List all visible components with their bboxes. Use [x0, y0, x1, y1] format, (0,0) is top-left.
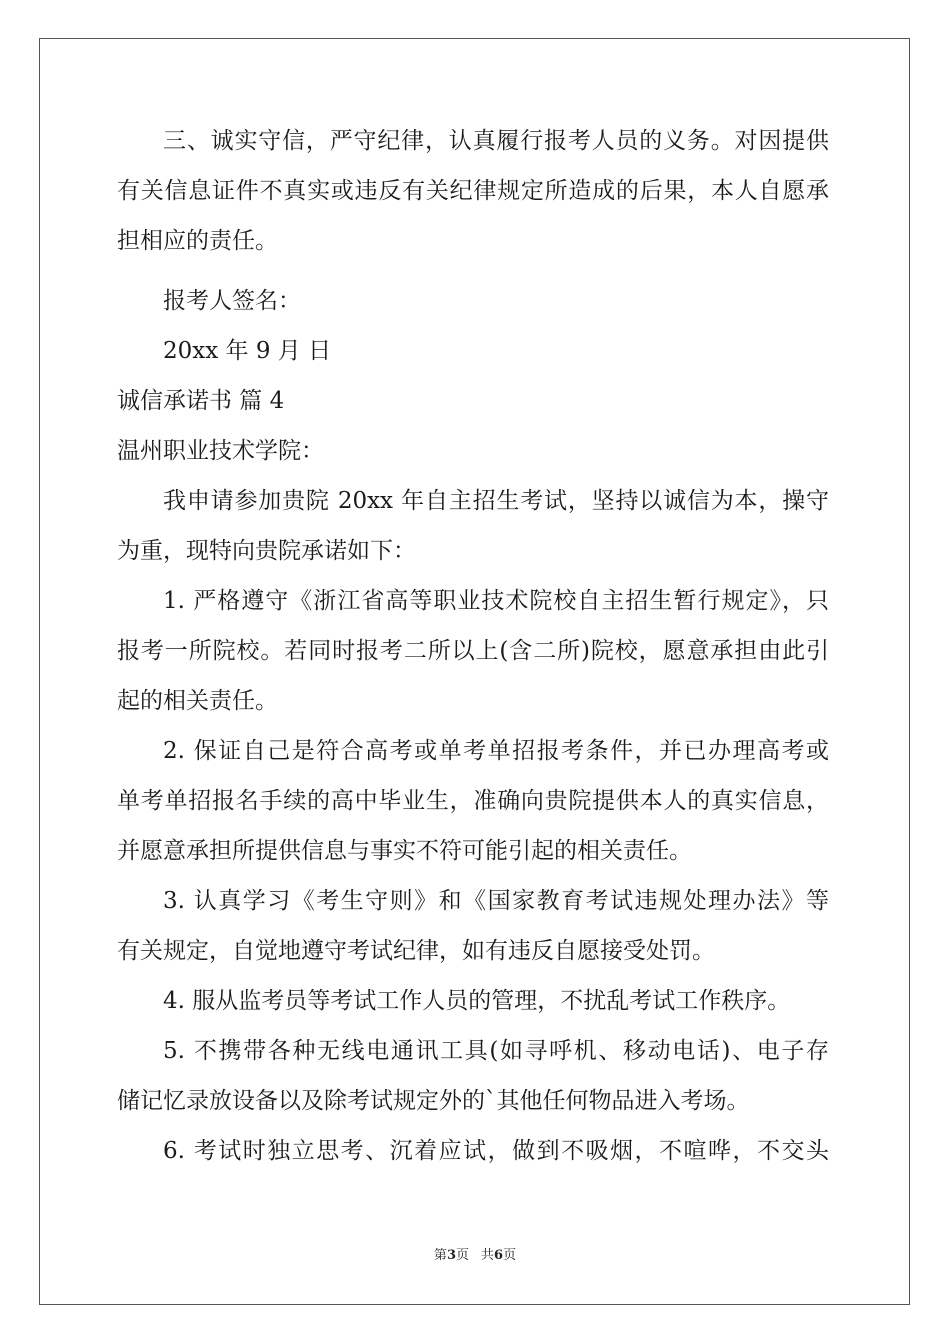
paragraph-line: 我申请参加贵院 20xx 年自主招生考试，坚持以诚信为本，操守 — [163, 488, 829, 514]
total-prefix: 共 — [481, 1248, 495, 1263]
list-item-line: 2. 保证自己是符合高考或单考单招报考条件，并已办理高考或 — [163, 738, 829, 764]
addressee-line: 温州职业技术学院： — [117, 438, 324, 464]
list-item-line: 1. 严格遵守《浙江省高等职业技术院校自主招生暂行规定》，只 — [163, 588, 829, 614]
list-item-line: 3. 认真学习《考生守则》和《国家教育考试违规处理办法》等 — [163, 888, 829, 914]
signature-label: 报考人签名： — [163, 288, 301, 314]
list-item-line: 有关规定，自觉地遵守考试纪律，如有违反自愿接受处罚。 — [117, 938, 715, 964]
list-item-line: 4. 服从监考员等考试工作人员的管理，不扰乱考试工作秩序。 — [163, 988, 791, 1014]
paragraph-line: 担相应的责任。 — [117, 228, 278, 254]
list-item-line: 5. 不携带各种无线电通讯工具(如寻呼机、移动电话)、电子存 — [163, 1038, 829, 1064]
paragraph-line: 为重，现特向贵院承诺如下： — [117, 538, 416, 564]
list-item-line: 报考一所院校。若同时报考二所以上(含二所)院校，愿意承担由此引 — [117, 638, 829, 664]
page-suffix: 页 — [455, 1248, 469, 1263]
list-item-line: 并愿意承担所提供信息与事实不符可能引起的相关责任。 — [117, 838, 692, 864]
page-prefix: 第 — [433, 1248, 447, 1263]
list-item-line: 单考单招报名手续的高中毕业生，准确向贵院提供本人的真实信息， — [117, 788, 829, 814]
list-item-line: 储记忆录放设备以及除考试规定外的`其他任何物品进入考场。 — [117, 1088, 750, 1114]
section-heading: 诚信承诺书 篇 4 — [117, 388, 285, 414]
total-suffix: 页 — [503, 1248, 517, 1263]
paragraph-line: 三、诚实守信，严守纪律，认真履行报考人员的义务。对因提供 — [163, 128, 829, 154]
page-current-number: 3 — [446, 1248, 456, 1263]
paragraph-line: 有关信息证件不真实或违反有关纪律规定所造成的后果，本人自愿承 — [117, 178, 829, 204]
list-item-line: 6. 考试时独立思考、沉着应试，做到不吸烟，不喧哗，不交头 — [163, 1138, 829, 1164]
list-item-line: 起的相关责任。 — [117, 688, 278, 714]
page-footer — [0, 1247, 950, 1265]
date-line: 20xx 年 9 月 日 — [163, 338, 332, 364]
page-total-number: 6 — [494, 1248, 504, 1263]
